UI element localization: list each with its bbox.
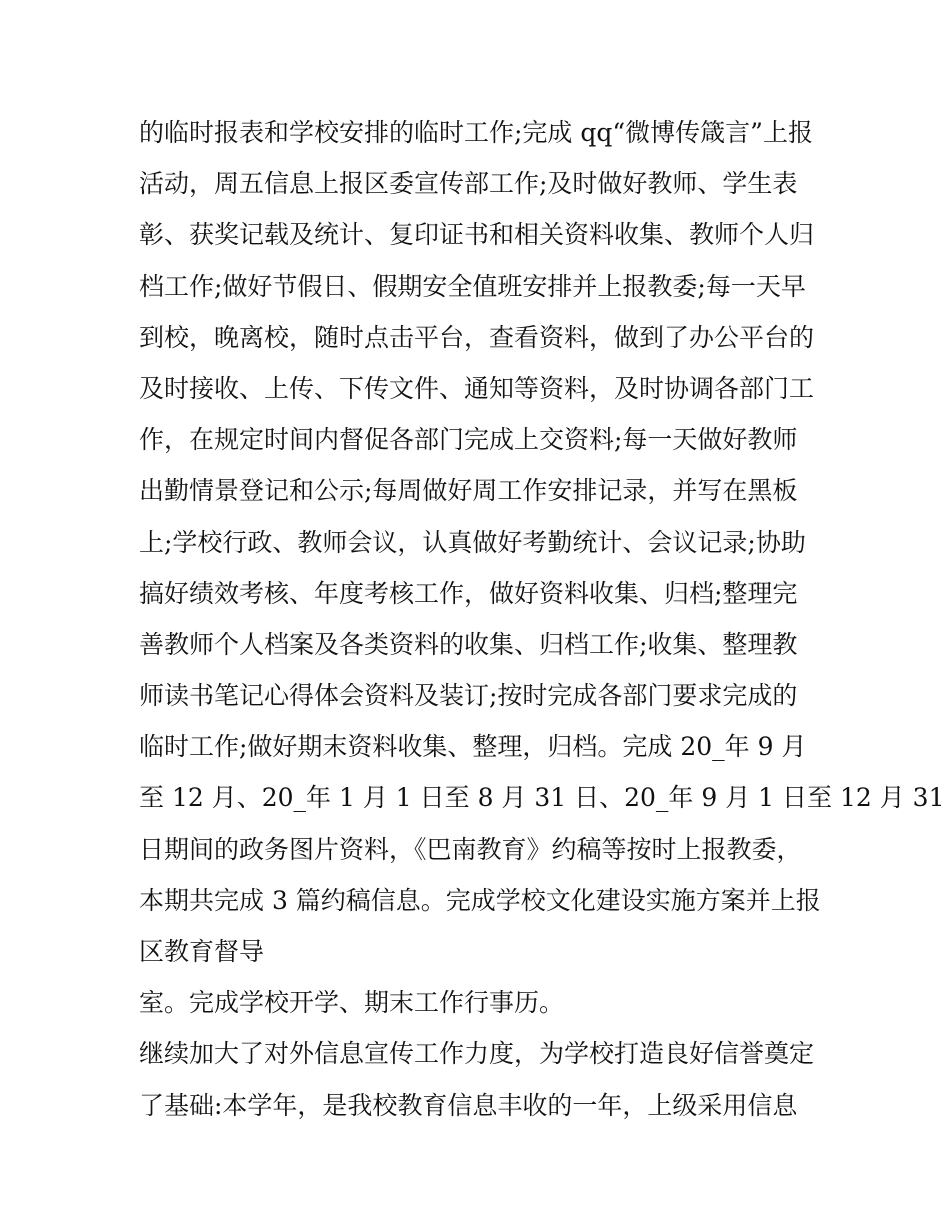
text-line: 日期间的政务图片资料，《巴南教育》约稿等按时上报教委， <box>139 834 802 864</box>
text-line: 至 12 月、20_年 1 月 1 日至 8 月 31 日、20_年 9 月 1 日至 12 月 31 <box>139 783 945 813</box>
text-line: 的临时报表和学校安排的临时工作;完成 qq“微博传箴言”上报 <box>139 118 813 147</box>
text-line: 善教师个人档案及各类资料的收集、归档工作;收集、整理教 <box>139 629 798 659</box>
text-line: 档工作;做好节假日、假期安全值班安排并上报教委;每一天早 <box>139 271 806 301</box>
text-line: 本期共完成 3 篇约稿信息。完成学校文化建设实施方案并上报 <box>139 885 821 915</box>
text-line: 及时接收、上传、下传文件、通知等资料，及时协调各部门工 <box>139 373 815 403</box>
text-line: 搞好绩效考核、年度考核工作，做好资料收集、归档;整理完 <box>139 578 798 608</box>
text-line: 区教育督导 <box>139 937 265 966</box>
body-text <box>139 107 945 1131</box>
text-line: 作，在规定时间内督促各部门完成上交资料;每一天做好教师 <box>139 425 798 455</box>
text-line: 继续加大了对外信息宣传工作力度，为学校打造良好信誉奠定 <box>139 1039 815 1069</box>
text-line: 室。完成学校开学、期末工作行事历。 <box>139 988 565 1018</box>
text-line: 到校，晚离校，随时点击平台，查看资料，做到了办公平台的 <box>139 322 815 352</box>
text-line: 活动，周五信息上报区委宣传部工作;及时做好教师、学生表 <box>139 169 798 199</box>
text-line: 出勤情景登记和公示;每周做好周工作安排记录，并写在黑板 <box>139 476 798 506</box>
text-line: 师读书笔记心得体会资料及装订;按时完成各部门要求完成的 <box>139 681 798 711</box>
text-line: 了基础:本学年，是我校教育信息丰收的一年，上级采用信息 <box>139 1090 798 1120</box>
text-line: 彰、获奖记载及统计、复印证书和相关资料收集、教师个人归 <box>139 220 815 250</box>
text-line: 临时工作;做好期末资料收集、整理，归档。完成 20_年 9 月 <box>139 732 807 762</box>
text-line: 上;学校行政、教师会议，认真做好考勤统计、会议记录;协助 <box>139 527 806 557</box>
